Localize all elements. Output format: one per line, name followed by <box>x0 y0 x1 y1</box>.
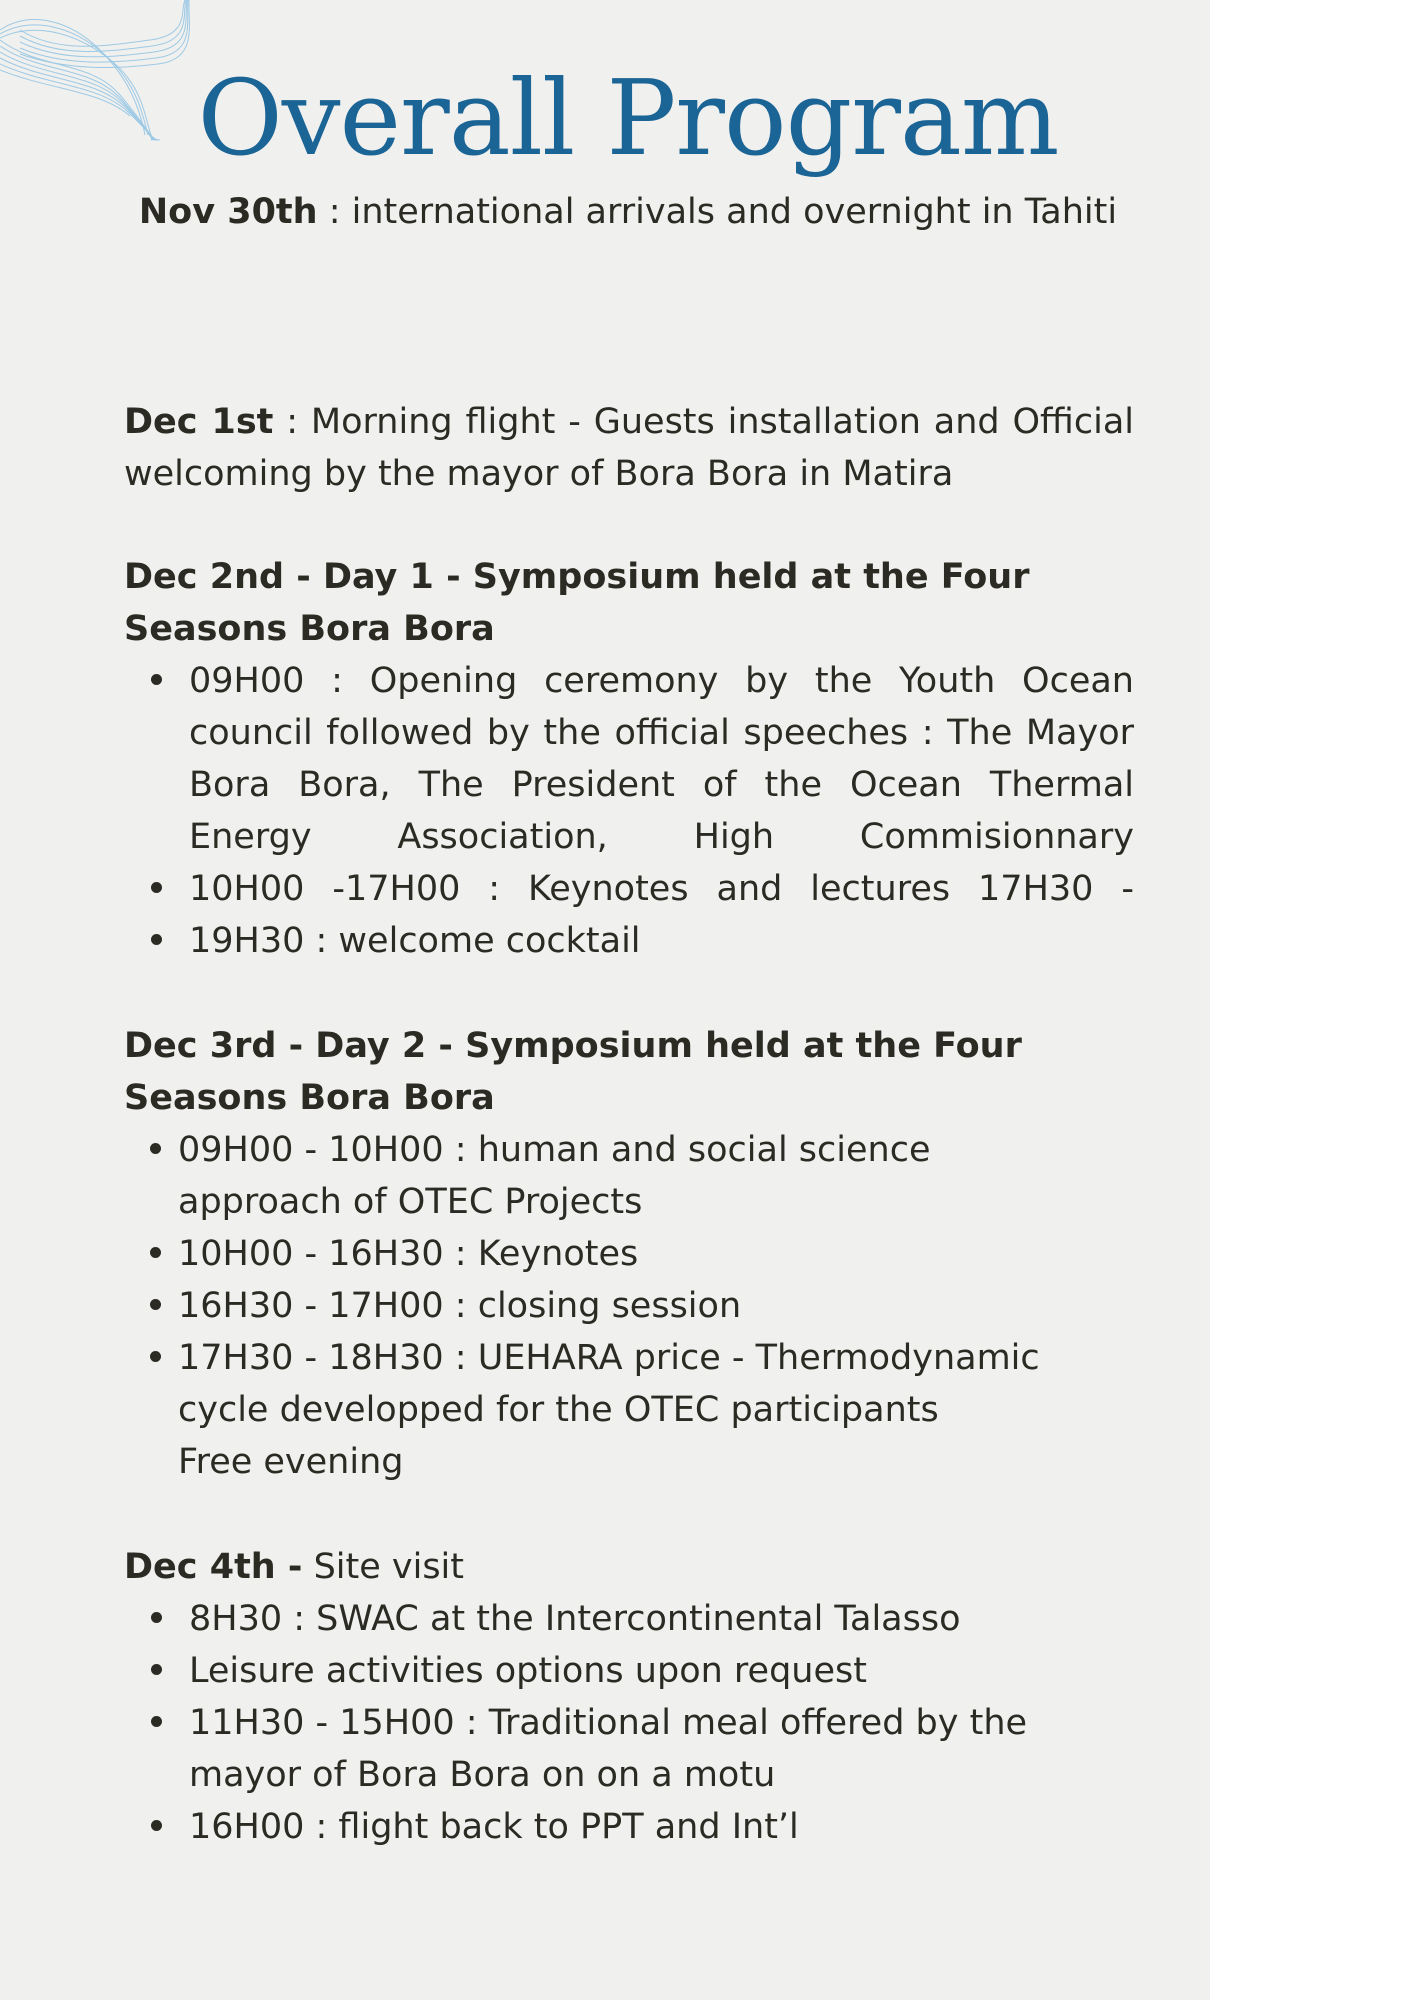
dec4-date: Dec 4th - <box>124 1547 303 1587</box>
dec3-list <box>124 1124 1134 1488</box>
dec1-paragraph <box>124 396 1134 500</box>
bullet-icon <box>151 882 162 893</box>
list-item-text: 09H00 - 10H00 : human and social science <box>178 1130 931 1170</box>
bullet-icon <box>151 674 162 685</box>
dec4-list <box>124 1593 1134 1853</box>
dec4-heading <box>124 1541 1134 1593</box>
list-item <box>124 1280 1134 1332</box>
bullet-icon <box>150 1299 161 1310</box>
bullet-icon <box>151 1716 162 1727</box>
arrival-line <box>0 186 1256 238</box>
list-item-text: 19H30 : welcome cocktail <box>189 921 641 961</box>
list-item <box>124 1645 1134 1697</box>
list-item-text: 8H30 : SWAC at the Intercontinental Talasso <box>189 1599 961 1639</box>
arrival-date: Nov 30th <box>138 192 318 232</box>
list-item-text: Leisure activities options upon request <box>189 1651 867 1691</box>
dec2-heading <box>124 551 1134 655</box>
dec2-section <box>124 551 1134 967</box>
bullet-icon <box>150 1351 161 1362</box>
list-item-text: 10H00 - 16H30 : Keynotes <box>178 1234 639 1274</box>
list-item-text: Free evening <box>178 1442 404 1482</box>
list-item <box>124 915 1134 967</box>
list-item-text: 16H30 - 17H00 : closing session <box>178 1286 742 1326</box>
bullet-icon <box>151 934 162 945</box>
dec1-date: Dec 1st <box>124 402 274 442</box>
arrival-text: : international arrivals and overnight in Tahiti <box>317 192 1118 232</box>
dec1-text: : Morning flight - Guests installation and Official welcoming by the mayor of Bora Bora in Matira <box>124 402 1135 494</box>
list-item <box>124 655 1134 863</box>
bullet-icon <box>151 1612 162 1623</box>
list-item <box>124 1228 1134 1280</box>
list-item-text: cycle developped for the OTEC participants <box>178 1390 939 1430</box>
dec2-list <box>124 655 1134 967</box>
dec3-heading-line2: Seasons Bora Bora <box>124 1078 495 1118</box>
dec4-section <box>124 1541 1134 1853</box>
list-item-text: 10H00 -17H00 : Keynotes and lectures 17H30 - <box>189 869 1134 909</box>
dec4-text: Site visit <box>302 1547 465 1587</box>
bullet-icon <box>150 1247 161 1258</box>
list-item-text: 11H30 - 15H00 : Traditional meal offered by the <box>189 1703 1028 1743</box>
dec3-heading <box>124 1020 1134 1124</box>
bullet-icon <box>150 1143 161 1154</box>
dec2-heading-line1: Dec 2nd - Day 1 - Symposium held at the Four <box>124 557 1030 597</box>
dec1-section <box>124 396 1134 500</box>
list-item <box>124 1332 1134 1488</box>
list-item-text: approach of OTEC Projects <box>178 1182 643 1222</box>
dec2-heading-line2: Seasons Bora Bora <box>124 609 495 649</box>
list-item-text: 09H00 : Opening ceremony by the Youth Ocean council followed by the official speeches : The Mayor Bora Bora, The President of the Ocean Thermal Energy Association, High Commisionnary <box>189 661 1134 857</box>
list-item <box>124 863 1134 915</box>
bullet-icon <box>151 1820 162 1831</box>
list-item <box>124 1124 1134 1228</box>
list-item-text: mayor of Bora Bora on on a motu <box>189 1755 776 1795</box>
list-item <box>124 1593 1134 1645</box>
list-item-text: 17H30 - 18H30 : UEHARA price - Thermodynamic <box>178 1338 1040 1378</box>
bullet-icon <box>151 1664 162 1675</box>
dec3-heading-line1: Dec 3rd - Day 2 - Symposium held at the Four <box>124 1026 1022 1066</box>
page-title: Overall Program <box>197 57 1059 179</box>
dec3-section <box>124 1020 1134 1488</box>
list-item-text: 16H00 : flight back to PPT and Int’l <box>189 1807 799 1847</box>
list-item <box>124 1697 1134 1801</box>
list-item <box>124 1801 1134 1853</box>
